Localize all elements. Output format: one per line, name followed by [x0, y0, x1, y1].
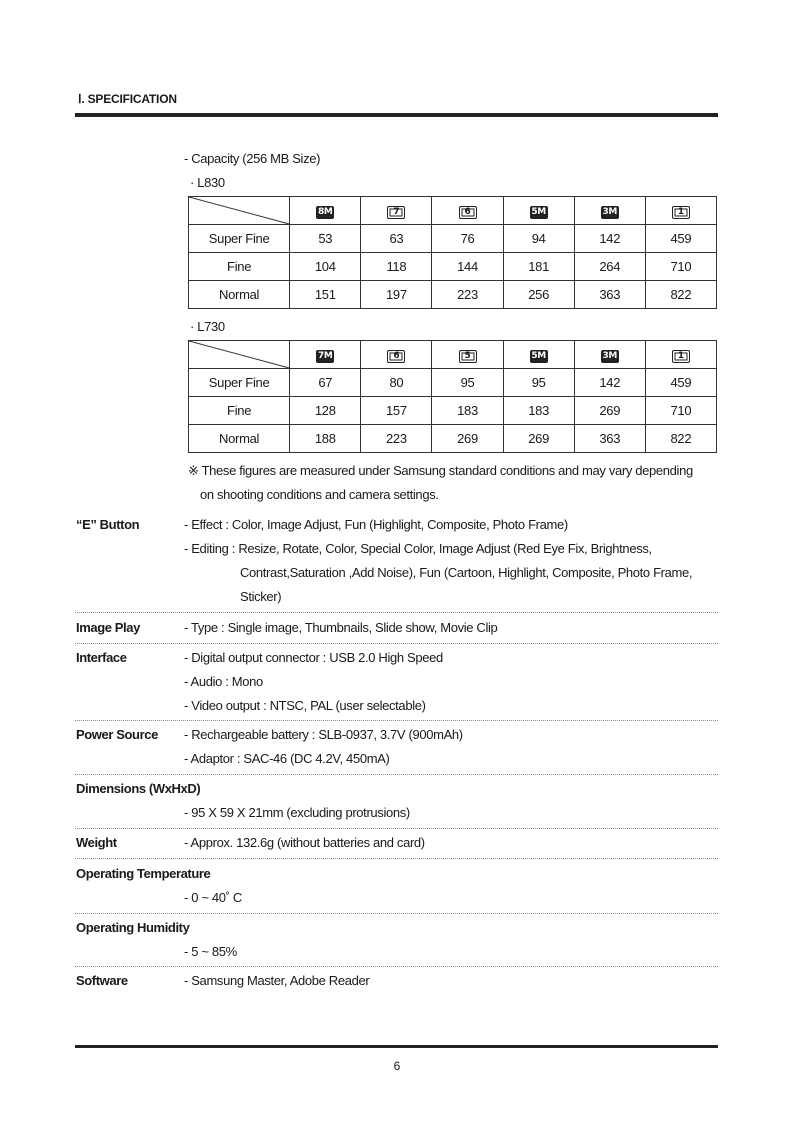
size-1m-icon: 1	[672, 206, 690, 219]
e-button-label: “E” Button	[76, 517, 140, 532]
table-header-row	[189, 341, 717, 369]
table-cell: 363	[574, 425, 645, 453]
quality-label-cell: Fine	[189, 253, 290, 281]
table-cell: 128	[290, 397, 361, 425]
table-cell: 223	[432, 281, 503, 309]
table-cell: 256	[503, 281, 574, 309]
resolution-header-cell	[503, 197, 574, 225]
size-5m-icon: 5M	[531, 207, 546, 217]
table-cell: 104	[290, 253, 361, 281]
divider	[75, 913, 718, 914]
table-cell: 822	[645, 281, 716, 309]
weight-label: Weight	[76, 835, 117, 850]
divider	[75, 612, 718, 613]
capacity-note-line2: on shooting conditions and camera settings.	[200, 487, 439, 502]
power-source-label: Power Source	[76, 727, 158, 742]
table-cell: 142	[574, 225, 645, 253]
dimensions-value: - 95 X 59 X 21mm (excluding protrusions)	[184, 805, 410, 820]
size-5m-wide-icon: 5	[459, 350, 477, 363]
table-cell: 710	[645, 253, 716, 281]
table-cell: 76	[432, 225, 503, 253]
resolution-header-cell	[574, 197, 645, 225]
table-cell: 264	[574, 253, 645, 281]
capacity-title: - Capacity (256 MB Size)	[184, 151, 321, 166]
divider	[75, 858, 718, 859]
table-cell: 95	[503, 369, 574, 397]
divider	[75, 774, 718, 775]
table-cell: 188	[290, 425, 361, 453]
e-button-editing-2: Contrast,Saturation ,Add Noise), Fun (Cartoon, Highlight, Composite, Photo Frame,	[240, 565, 693, 580]
table-cell: 822	[645, 425, 716, 453]
power-battery: - Rechargeable battery : SLB-0937, 3.7V (900mAh)	[184, 727, 463, 742]
table-cell: 142	[574, 369, 645, 397]
image-play-label: Image Play	[76, 620, 140, 635]
temperature-value: - 0 ~ 40˚ C	[184, 890, 242, 905]
software-value: - Samsung Master, Adobe Reader	[184, 973, 370, 988]
section-title: Ⅰ. SPECIFICATION	[78, 92, 177, 106]
divider	[75, 720, 718, 721]
table-cell: 80	[361, 369, 432, 397]
dimensions-label: Dimensions (WxHxD)	[76, 781, 201, 796]
table-cell: 197	[361, 281, 432, 309]
header-rule	[75, 113, 718, 117]
table-cell: 67	[290, 369, 361, 397]
resolution-header-cell	[361, 341, 432, 369]
table-cell: 459	[645, 369, 716, 397]
humidity-value: - 5 ~ 85%	[184, 944, 237, 959]
resolution-header-cell	[361, 197, 432, 225]
resolution-header-cell	[645, 341, 716, 369]
temperature-label: Operating Temperature	[76, 866, 211, 881]
table-row	[189, 425, 717, 453]
divider	[75, 828, 718, 829]
table-row	[189, 397, 717, 425]
table-row	[189, 369, 717, 397]
size-6m-wide-icon: 6	[459, 206, 477, 219]
resolution-header-cell	[432, 197, 503, 225]
size-8m-icon: 8M	[317, 207, 333, 217]
interface-label: Interface	[76, 650, 127, 665]
quality-label-cell: Super Fine	[189, 369, 290, 397]
interface-audio: - Audio : Mono	[184, 674, 263, 689]
diagonal-header-cell	[189, 197, 290, 225]
capacity-note-line1: ※ These figures are measured under Samsung standard conditions and may vary depending	[188, 463, 693, 478]
image-play-type: - Type : Single image, Thumbnails, Slide show, Movie Clip	[184, 620, 498, 635]
table-cell: 223	[361, 425, 432, 453]
table-cell: 157	[361, 397, 432, 425]
size-5m-icon: 5M	[531, 351, 546, 361]
size-3m-icon: 3M	[602, 207, 618, 217]
table-cell: 183	[432, 397, 503, 425]
table-row	[189, 225, 717, 253]
resolution-header-cell	[574, 341, 645, 369]
table-cell: 181	[503, 253, 574, 281]
table-cell: 151	[290, 281, 361, 309]
capacity-table-l730	[188, 340, 717, 453]
weight-value: - Approx. 132.6g (without batteries and card)	[184, 835, 425, 850]
humidity-label: Operating Humidity	[76, 920, 190, 935]
size-3m-icon: 3M	[602, 351, 618, 361]
table-cell: 118	[361, 253, 432, 281]
table-cell: 94	[503, 225, 574, 253]
e-button-effect: - Effect : Color, Image Adjust, Fun (Highlight, Composite, Photo Frame)	[184, 517, 568, 532]
e-button-editing-3: Sticker)	[240, 589, 282, 604]
interface-video: - Video output : NTSC, PAL (user selectable)	[184, 698, 426, 713]
table-cell: 63	[361, 225, 432, 253]
size-7m-wide-icon: 7	[387, 206, 405, 219]
table-header-row	[189, 197, 717, 225]
quality-label-cell: Normal	[189, 281, 290, 309]
diagonal-header-cell	[189, 341, 290, 369]
quality-label-cell: Fine	[189, 397, 290, 425]
table-cell: 269	[432, 425, 503, 453]
table-cell: 269	[503, 425, 574, 453]
resolution-header-cell	[432, 341, 503, 369]
resolution-header-cell	[290, 197, 361, 225]
divider	[75, 966, 718, 967]
table-cell: 95	[432, 369, 503, 397]
model-name-l730: · L730	[190, 319, 225, 334]
resolution-header-cell	[645, 197, 716, 225]
table-cell: 459	[645, 225, 716, 253]
table-cell: 710	[645, 397, 716, 425]
divider	[75, 643, 718, 644]
table-cell: 363	[574, 281, 645, 309]
model-name-l830: · L830	[190, 175, 225, 190]
table-cell: 144	[432, 253, 503, 281]
size-7m-icon: 7M	[317, 351, 333, 361]
software-label: Software	[76, 973, 128, 988]
resolution-header-cell	[503, 341, 574, 369]
footer-rule	[75, 1045, 718, 1048]
power-adaptor: - Adaptor : SAC-46 (DC 4.2V, 450mA)	[184, 751, 390, 766]
page-number: 6	[393, 1059, 401, 1073]
table-row	[189, 253, 717, 281]
table-row	[189, 281, 717, 309]
interface-digital: - Digital output connector : USB 2.0 High Speed	[184, 650, 443, 665]
capacity-table-l830	[188, 196, 717, 309]
table-cell: 53	[290, 225, 361, 253]
table-cell: 269	[574, 397, 645, 425]
table-cell: 183	[503, 397, 574, 425]
size-6m-wide-icon: 6	[387, 350, 405, 363]
quality-label-cell: Super Fine	[189, 225, 290, 253]
e-button-editing-1: - Editing : Resize, Rotate, Color, Special Color, Image Adjust (Red Eye Fix, Brightness,	[184, 541, 652, 556]
quality-label-cell: Normal	[189, 425, 290, 453]
resolution-header-cell	[290, 341, 361, 369]
size-1m-icon: 1	[672, 350, 690, 363]
